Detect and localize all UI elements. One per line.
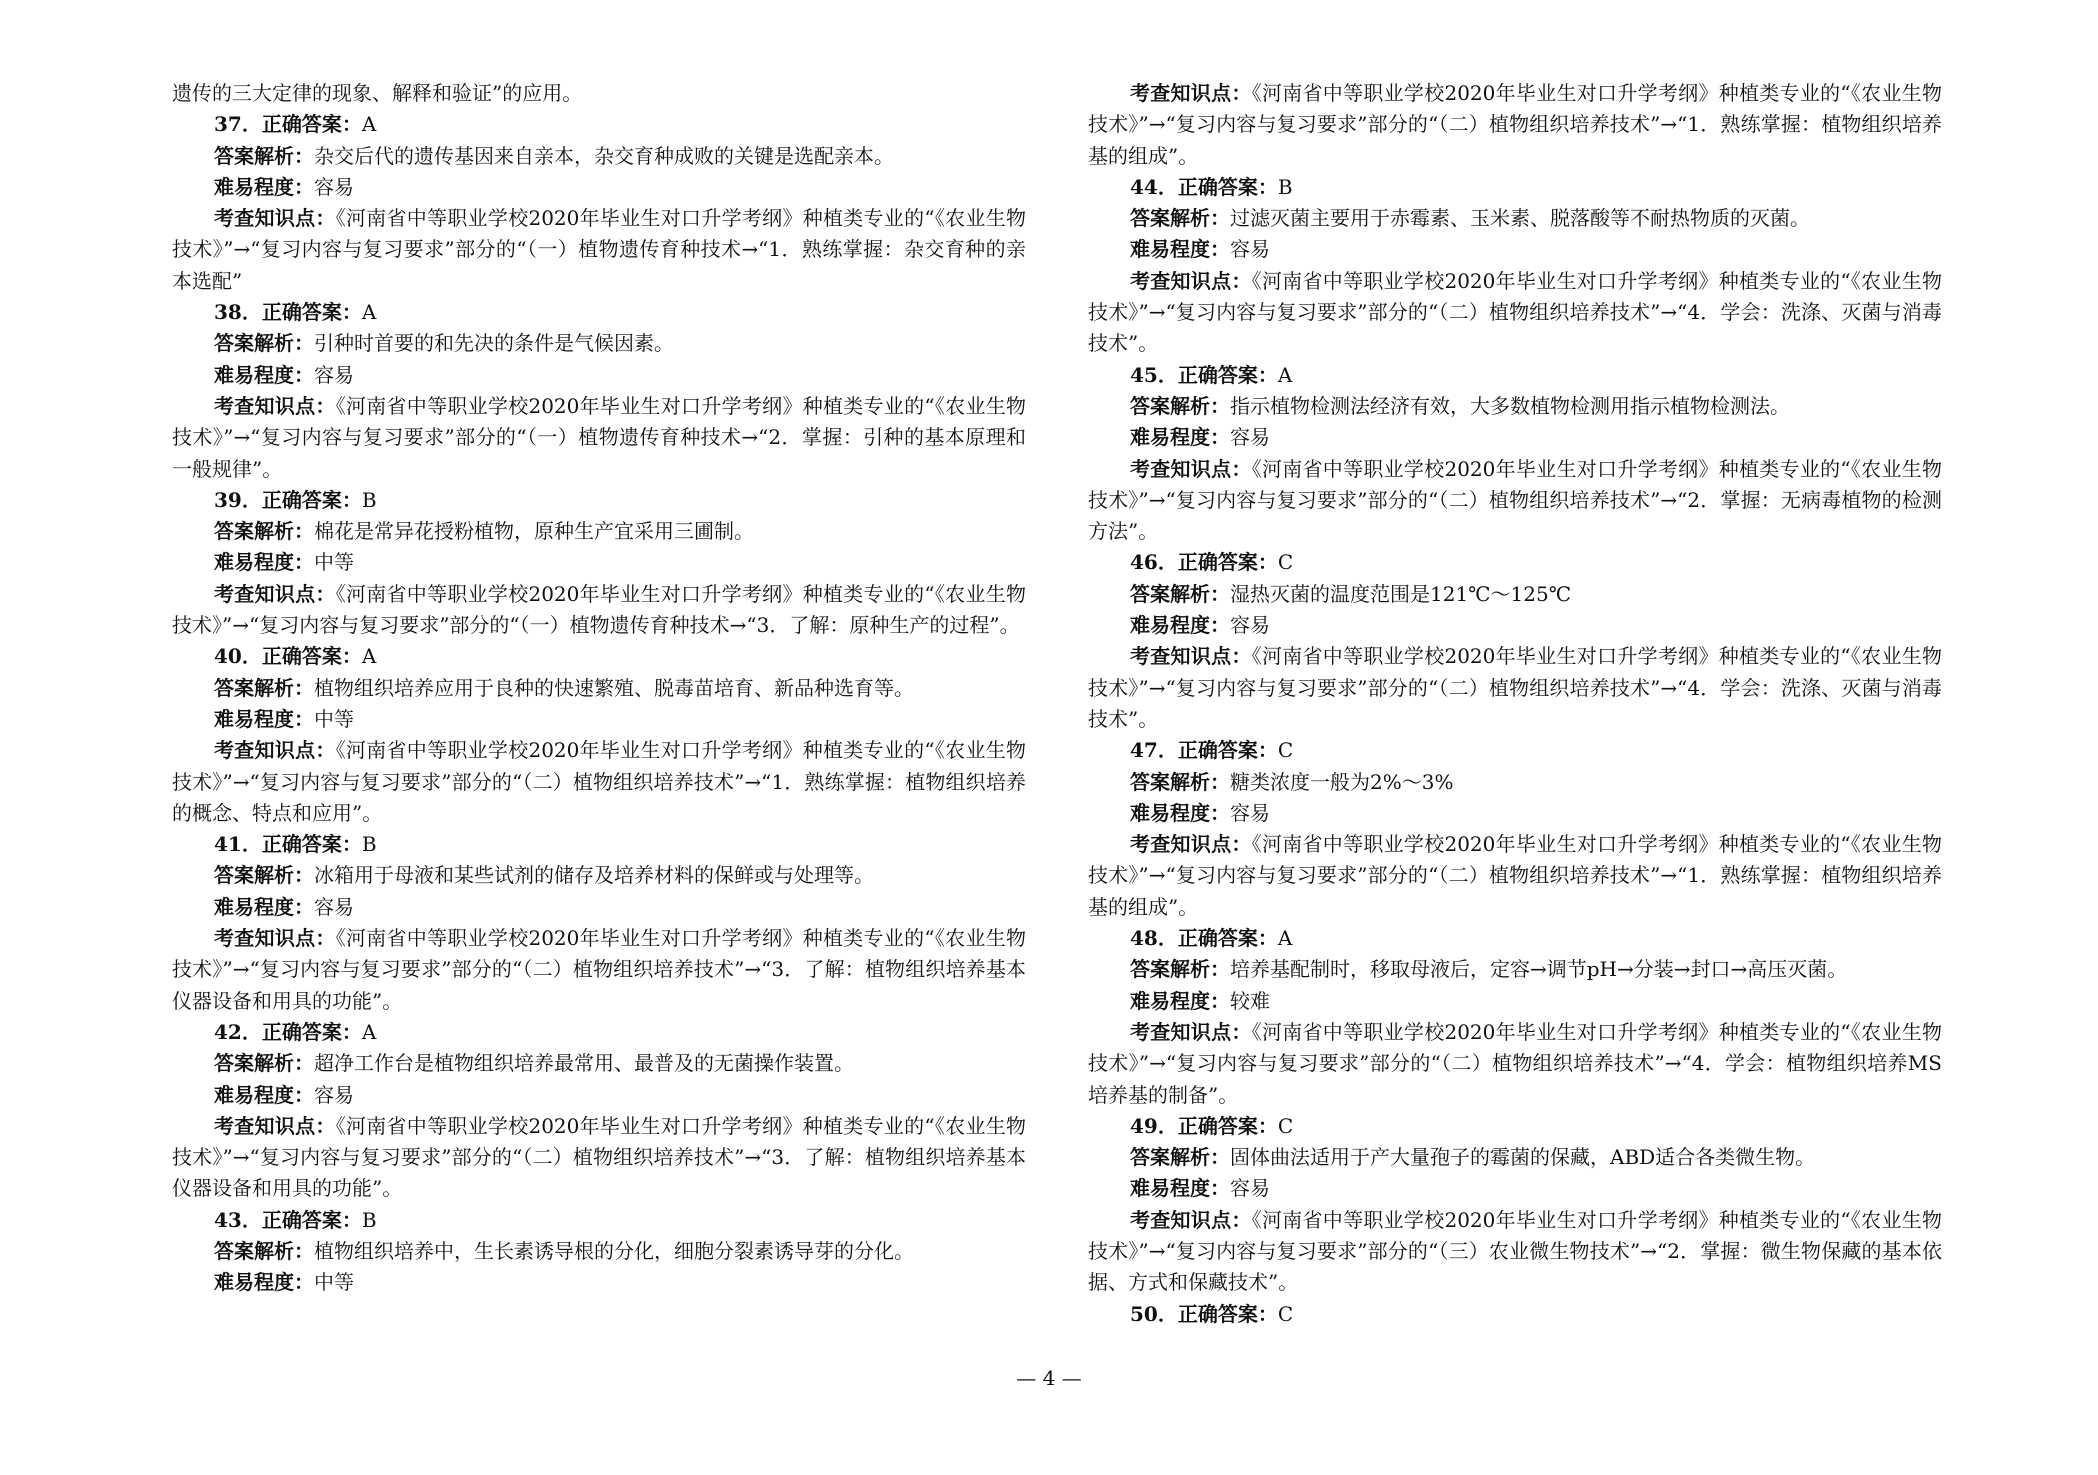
- answer-value: C: [1277, 1301, 1294, 1326]
- answer-value: A: [361, 1019, 377, 1044]
- field-label: 难易程度: [1130, 800, 1210, 825]
- field-label: 难易程度: [1130, 1176, 1210, 1201]
- question-answer-line: 42．正确答案：A: [214, 1019, 377, 1044]
- continued-paragraph: [172, 78, 1026, 109]
- field-text: 引种时首要的和先决的条件是气候因素。: [314, 331, 674, 356]
- field-text: 《河南省中等职业学校2020年毕业生对口升学考纲》种植类专业的“《农业生物技术》”→“复习内容与复习要求”部分的“（二）植物组织培养技术”→“3．了解：植物组织培养基本仪器设备和用具的功能”。: [172, 926, 1027, 1013]
- answer-field: 难易程度：容易: [214, 894, 354, 919]
- field-label: 答案解析: [214, 143, 294, 168]
- answer-field: 考查知识点：《河南省中等职业学校2020年毕业生对口升学考纲》种植类专业的“《农业生物技术》”→“复习内容与复习要求”部分的“（一）植物遗传育种技术→“3．了解：原种生产的过程”。: [172, 581, 1027, 638]
- field-text: 《河南省中等职业学校2020年毕业生对口升学考纲》种植类专业的“《农业生物技术》”→“复习内容与复习要求”部分的“（一）植物遗传育种技术→“1．熟练掌握：杂交育种的亲本选配”: [172, 206, 1027, 293]
- field-label: 考查知识点: [214, 581, 316, 606]
- answer-value: C: [1277, 550, 1294, 575]
- answer-field: 考查知识点：《河南省中等职业学校2020年毕业生对口升学考纲》种植类专业的“《农业生物技术》”→“复习内容与复习要求”部分的“（二）植物组织培养技术”→“4．学会：洗涤、灭菌与消毒技术”。: [1088, 644, 1943, 731]
- field-label: 答案解析: [214, 675, 294, 700]
- field-text: 《河南省中等职业学校2020年毕业生对口升学考纲》种植类专业的“《农业生物技术》”→“复习内容与复习要求”部分的“（二）植物组织培养技术”→“2．掌握：无病毒植物的检测方法”。: [1088, 456, 1943, 544]
- paragraph-text: 遗传的三大定律的现象、解释和验证”的应用。: [172, 81, 583, 105]
- field-text: 《河南省中等职业学校2020年毕业生对口升学考纲》种植类专业的“《农业生物技术》”→“复习内容与复习要求”部分的“（二）植物组织培养技术”→“1．熟练掌握：植物组织培养的概念、特点和应用”。: [172, 738, 1027, 825]
- question-number: 46: [1130, 550, 1158, 575]
- answer-field: 答案解析：冰箱用于母液和某些试剂的储存及培养材料的保鲜或与处理等。: [214, 863, 874, 888]
- answer-field: 答案解析：固体曲法适用于产大量孢子的霉菌的保藏，ABD适合各类微生物。: [1130, 1145, 1816, 1170]
- field-text: 培养基配制时，移取母液后，定容→调节pH→分装→封口→高压灭菌。: [1230, 957, 1848, 982]
- answer-field: 考查知识点：《河南省中等职业学校2020年毕业生对口升学考纲》种植类专业的“《农业生物技术》”→“复习内容与复习要求”部分的“（二）植物组织培养技术”→“3．了解：植物组织培养基本仪器设备和用具的功能”。: [172, 926, 1027, 1013]
- answer-label: 正确答案: [1177, 926, 1258, 951]
- answer-field: 难易程度：容易: [1130, 800, 1270, 825]
- field-label: 考查知识点: [214, 738, 316, 763]
- answer-label: 正确答案: [1177, 550, 1258, 575]
- field-text: 植物组织培养应用于良种的快速繁殖、脱毒苗培育、新品种选育等。: [314, 675, 914, 700]
- answer-field: 考查知识点：《河南省中等职业学校2020年毕业生对口升学考纲》种植类专业的“《农业生物技术》”→“复习内容与复习要求”部分的“（二）植物组织培养技术”→“4．学会：洗涤、灭菌与消毒技术”。: [1088, 268, 1943, 356]
- field-label: 难易程度: [1130, 425, 1210, 450]
- answer-field: 答案解析：植物组织培养中，生长素诱导根的分化，细胞分裂素诱导芽的分化。: [214, 1238, 914, 1263]
- field-label: 考查知识点: [1130, 1019, 1232, 1044]
- field-label: 难易程度: [214, 894, 294, 919]
- answer-field: 考查知识点：《河南省中等职业学校2020年毕业生对口升学考纲》种植类专业的“《农业生物技术》”→“复习内容与复习要求”部分的“（二）植物组织培养技术”→“1．熟练掌握：植物组织培养基的组成”。: [1088, 832, 1943, 919]
- field-label: 难易程度: [1130, 613, 1210, 638]
- answer-field: 难易程度：容易: [1130, 613, 1270, 638]
- field-label: 考查知识点: [214, 926, 316, 951]
- question-number: 50: [1130, 1301, 1158, 1326]
- field-label: 难易程度: [214, 550, 294, 575]
- answer-field: 答案解析：培养基配制时，移取母液后，定容→调节pH→分装→封口→高压灭菌。: [1130, 957, 1848, 982]
- field-text: 《河南省中等职业学校2020年毕业生对口升学考纲》种植类专业的“《农业生物技术》”→“复习内容与复习要求”部分的“（二）植物组织培养技术”→“1．熟练掌握：植物组织培养基的组成”。: [1088, 832, 1943, 919]
- field-label: 考查知识点: [214, 393, 316, 418]
- field-text: 容易: [1230, 800, 1270, 825]
- answer-field: 难易程度：较难: [1130, 988, 1270, 1013]
- answer-label: 正确答案: [261, 1207, 342, 1232]
- question-number: 45: [1130, 362, 1158, 387]
- answer-value: B: [361, 832, 377, 857]
- field-text: 《河南省中等职业学校2020年毕业生对口升学考纲》种植类专业的“《农业生物技术》”→“复习内容与复习要求”部分的“（二）植物组织培养技术”→“4．学会：植物组织培养MS培养基的制备”。: [1088, 1019, 1943, 1107]
- answer-field: 难易程度：中等: [214, 550, 354, 575]
- field-label: 考查知识点: [1130, 832, 1232, 857]
- answer-field: 难易程度：容易: [214, 1082, 354, 1107]
- field-text: 《河南省中等职业学校2020年毕业生对口升学考纲》种植类专业的“《农业生物技术》”→“复习内容与复习要求”部分的“（一）植物遗传育种技术→“2．掌握：引种的基本原理和一般规律”。: [172, 393, 1027, 481]
- field-text: 《河南省中等职业学校2020年毕业生对口升学考纲》种植类专业的“《农业生物技术》”→“复习内容与复习要求”部分的“（二）植物组织培养技术”→“3．了解：植物组织培养基本仪器设备和用具的功能”。: [172, 1113, 1027, 1201]
- field-label: 答案解析: [1130, 581, 1210, 606]
- field-text: 过滤灭菌主要用于赤霉素、玉米素、脱落酸等不耐热物质的灭菌。: [1230, 206, 1810, 231]
- question-answer-line: 38．正确答案：A: [214, 300, 377, 325]
- answer-value: A: [1277, 362, 1293, 387]
- question-answer-line: 37．正确答案：A: [214, 112, 377, 137]
- field-text: 容易: [314, 362, 354, 387]
- question-number: 39: [214, 487, 242, 512]
- answer-field: 难易程度：中等: [214, 1270, 354, 1295]
- answer-label: 正确答案: [1177, 174, 1258, 199]
- field-label: 考查知识点: [1130, 81, 1232, 105]
- field-text: 《河南省中等职业学校2020年毕业生对口升学考纲》种植类专业的“《农业生物技术》”→“复习内容与复习要求”部分的“（三）农业微生物技术”→“2．掌握：微生物保藏的基本依据、方式和保藏技术”。: [1088, 1207, 1943, 1295]
- field-text: 杂交后代的遗传基因来自亲本，杂交育种成败的关键是选配亲本。: [314, 143, 894, 168]
- field-text: 超净工作台是植物组织培养最常用、最普及的无菌操作装置。: [314, 1051, 854, 1076]
- answer-field: 难易程度：中等: [214, 706, 354, 731]
- question-number: 42: [214, 1019, 242, 1044]
- field-label: 答案解析: [1130, 206, 1210, 231]
- answer-field: 答案解析：湿热灭菌的温度范围是121℃～125℃: [1130, 581, 1572, 606]
- field-text: 糖类浓度一般为2%～3%: [1230, 769, 1454, 794]
- question-answer-line: 50．正确答案：C: [1130, 1301, 1294, 1326]
- field-text: 中等: [314, 706, 354, 731]
- page-number: — 4 —: [1016, 1366, 1082, 1390]
- field-text: 《河南省中等职业学校2020年毕业生对口升学考纲》种植类专业的“《农业生物技术》”→“复习内容与复习要求”部分的“（二）植物组织培养技术”→“4．学会：洗涤、灭菌与消毒技术”。: [1088, 268, 1943, 356]
- left-column: [172, 78, 1026, 1299]
- answer-field: 考查知识点：《河南省中等职业学校2020年毕业生对口升学考纲》种植类专业的“《农业生物技术》”→“复习内容与复习要求”部分的“（一）植物遗传育种技术→“1．熟练掌握：杂交育种的亲本选配”: [172, 206, 1027, 293]
- field-label: 考查知识点: [1130, 268, 1232, 293]
- field-text: 中等: [314, 550, 354, 575]
- answer-field: 考查知识点：《河南省中等职业学校2020年毕业生对口升学考纲》种植类专业的“《农业生物技术》”→“复习内容与复习要求”部分的“（二）植物组织培养技术”→“1．熟练掌握：植物组织培养基的组成”。: [1088, 81, 1943, 168]
- right-column: [1088, 78, 1942, 1330]
- answer-label: 正确答案: [261, 300, 342, 325]
- answer-value: A: [361, 112, 377, 137]
- answer-field: 考查知识点：《河南省中等职业学校2020年毕业生对口升学考纲》种植类专业的“《农业生物技术》”→“复习内容与复习要求”部分的“（二）植物组织培养技术”→“2．掌握：无病毒植物的检测方法”。: [1088, 456, 1943, 544]
- field-text: 容易: [1230, 237, 1270, 262]
- field-label: 难易程度: [214, 362, 294, 387]
- answer-field: 考查知识点：《河南省中等职业学校2020年毕业生对口升学考纲》种植类专业的“《农业生物技术》”→“复习内容与复习要求”部分的“（二）植物组织培养技术”→“1．熟练掌握：植物组织培养的概念、特点和应用”。: [172, 738, 1027, 825]
- answer-field: 答案解析：过滤灭菌主要用于赤霉素、玉米素、脱落酸等不耐热物质的灭菌。: [1130, 206, 1810, 231]
- question-number: 44: [1130, 174, 1158, 199]
- field-text: 固体曲法适用于产大量孢子的霉菌的保藏，ABD适合各类微生物。: [1230, 1145, 1816, 1170]
- answer-label: 正确答案: [261, 1019, 342, 1044]
- answer-label: 正确答案: [1177, 1113, 1258, 1138]
- answer-field: 考查知识点：《河南省中等职业学校2020年毕业生对口升学考纲》种植类专业的“《农业生物技术》”→“复习内容与复习要求”部分的“（二）植物组织培养技术”→“3．了解：植物组织培养基本仪器设备和用具的功能”。: [172, 1113, 1027, 1201]
- field-text: 《河南省中等职业学校2020年毕业生对口升学考纲》种植类专业的“《农业生物技术》”→“复习内容与复习要求”部分的“（一）植物遗传育种技术→“3．了解：原种生产的过程”。: [172, 581, 1027, 638]
- field-text: 容易: [1230, 425, 1270, 450]
- answer-field: 考查知识点：《河南省中等职业学校2020年毕业生对口升学考纲》种植类专业的“《农业生物技术》”→“复习内容与复习要求”部分的“（二）植物组织培养技术”→“4．学会：植物组织培养MS培养基的制备”。: [1088, 1019, 1943, 1107]
- field-text: 指示植物检测法经济有效，大多数植物检测用指示植物检测法。: [1230, 393, 1790, 418]
- field-text: 湿热灭菌的温度范围是121℃～125℃: [1230, 581, 1572, 606]
- answer-value: C: [1277, 738, 1294, 763]
- field-label: 考查知识点: [1130, 644, 1232, 669]
- question-number: 41: [214, 832, 242, 857]
- question-answer-line: 43．正确答案：B: [214, 1207, 377, 1232]
- field-label: 答案解析: [214, 519, 294, 544]
- field-text: 容易: [314, 894, 354, 919]
- question-answer-line: 40．正确答案：A: [214, 644, 377, 669]
- answer-field: 难易程度：容易: [1130, 1176, 1270, 1201]
- field-text: 容易: [314, 1082, 354, 1107]
- field-label: 难易程度: [214, 706, 294, 731]
- field-label: 考查知识点: [1130, 1207, 1232, 1232]
- answer-field: 难易程度：容易: [1130, 237, 1270, 262]
- question-answer-line: 41．正确答案：B: [214, 832, 377, 857]
- answer-field: 答案解析：杂交后代的遗传基因来自亲本，杂交育种成败的关键是选配亲本。: [214, 143, 894, 168]
- question-number: 47: [1130, 738, 1158, 763]
- field-label: 难易程度: [214, 174, 294, 199]
- field-label: 答案解析: [214, 331, 294, 356]
- field-label: 考查知识点: [214, 206, 316, 231]
- answer-field: 答案解析：糖类浓度一般为2%～3%: [1130, 769, 1454, 794]
- question-answer-line: 44．正确答案：B: [1130, 174, 1293, 199]
- question-number: 43: [214, 1207, 242, 1232]
- field-label: 答案解析: [1130, 1145, 1210, 1170]
- field-text: 冰箱用于母液和某些试剂的储存及培养材料的保鲜或与处理等。: [314, 863, 874, 888]
- field-label: 答案解析: [214, 863, 294, 888]
- field-label: 难易程度: [1130, 237, 1210, 262]
- answer-field: 难易程度：容易: [214, 174, 354, 199]
- answer-label: 正确答案: [261, 487, 342, 512]
- answer-label: 正确答案: [1177, 362, 1258, 387]
- answer-field: 答案解析：引种时首要的和先决的条件是气候因素。: [214, 331, 674, 356]
- field-text: 《河南省中等职业学校2020年毕业生对口升学考纲》种植类专业的“《农业生物技术》”→“复习内容与复习要求”部分的“（二）植物组织培养技术”→“1．熟练掌握：植物组织培养基的组成”。: [1088, 81, 1943, 168]
- field-label: 考查知识点: [1130, 456, 1232, 481]
- field-label: 答案解析: [1130, 957, 1210, 982]
- answer-label: 正确答案: [1177, 1301, 1258, 1326]
- field-text: 容易: [1230, 1176, 1270, 1201]
- question-number: 48: [1130, 926, 1158, 951]
- field-text: 中等: [314, 1270, 354, 1295]
- question-number: 37: [214, 112, 242, 137]
- question-answer-line: 45．正确答案：A: [1130, 362, 1293, 387]
- answer-value: A: [361, 300, 377, 325]
- answer-field: 答案解析：指示植物检测法经济有效，大多数植物检测用指示植物检测法。: [1130, 393, 1790, 418]
- field-label: 难易程度: [214, 1270, 294, 1295]
- answer-value: A: [1277, 926, 1293, 951]
- answer-label: 正确答案: [261, 832, 342, 857]
- question-number: 40: [214, 644, 242, 669]
- answer-label: 正确答案: [261, 112, 342, 137]
- field-text: 容易: [1230, 613, 1270, 638]
- answer-value: B: [361, 1207, 377, 1232]
- answer-field: 答案解析：超净工作台是植物组织培养最常用、最普及的无菌操作装置。: [214, 1051, 854, 1076]
- question-answer-line: 49．正确答案：C: [1130, 1113, 1294, 1138]
- field-label: 难易程度: [1130, 988, 1210, 1013]
- answer-label: 正确答案: [1177, 738, 1258, 763]
- question-answer-line: 46．正确答案：C: [1130, 550, 1294, 575]
- field-label: 考查知识点: [214, 1113, 316, 1138]
- field-text: 较难: [1230, 988, 1270, 1013]
- field-text: 棉花是常异花授粉植物，原种生产宜采用三圃制。: [314, 519, 754, 544]
- answer-value: A: [361, 644, 377, 669]
- field-text: 《河南省中等职业学校2020年毕业生对口升学考纲》种植类专业的“《农业生物技术》”→“复习内容与复习要求”部分的“（二）植物组织培养技术”→“4．学会：洗涤、灭菌与消毒技术”。: [1088, 644, 1943, 731]
- question-number: 49: [1130, 1113, 1158, 1138]
- field-label: 答案解析: [214, 1051, 294, 1076]
- answer-field: 考查知识点：《河南省中等职业学校2020年毕业生对口升学考纲》种植类专业的“《农业生物技术》”→“复习内容与复习要求”部分的“（一）植物遗传育种技术→“2．掌握：引种的基本原理和一般规律”。: [172, 393, 1027, 481]
- answer-field: 难易程度：容易: [1130, 425, 1270, 450]
- field-label: 答案解析: [1130, 393, 1210, 418]
- question-number: 38: [214, 300, 242, 325]
- answer-value: B: [361, 487, 377, 512]
- field-text: 植物组织培养中，生长素诱导根的分化，细胞分裂素诱导芽的分化。: [314, 1238, 914, 1263]
- answer-field: 答案解析：植物组织培养应用于良种的快速繁殖、脱毒苗培育、新品种选育等。: [214, 675, 914, 700]
- field-label: 难易程度: [214, 1082, 294, 1107]
- answer-label: 正确答案: [261, 644, 342, 669]
- answer-value: B: [1277, 174, 1293, 199]
- answer-field: 答案解析：棉花是常异花授粉植物，原种生产宜采用三圃制。: [214, 519, 754, 544]
- answer-field: 难易程度：容易: [214, 362, 354, 387]
- answer-value: C: [1277, 1113, 1294, 1138]
- question-answer-line: 39．正确答案：B: [214, 487, 377, 512]
- field-label: 答案解析: [214, 1238, 294, 1263]
- answer-field: 考查知识点：《河南省中等职业学校2020年毕业生对口升学考纲》种植类专业的“《农业生物技术》”→“复习内容与复习要求”部分的“（三）农业微生物技术”→“2．掌握：微生物保藏的基本依据、方式和保藏技术”。: [1088, 1207, 1943, 1295]
- field-label: 答案解析: [1130, 769, 1210, 794]
- question-answer-line: 47．正确答案：C: [1130, 738, 1294, 763]
- field-text: 容易: [314, 174, 354, 199]
- question-answer-line: 48．正确答案：A: [1130, 926, 1293, 951]
